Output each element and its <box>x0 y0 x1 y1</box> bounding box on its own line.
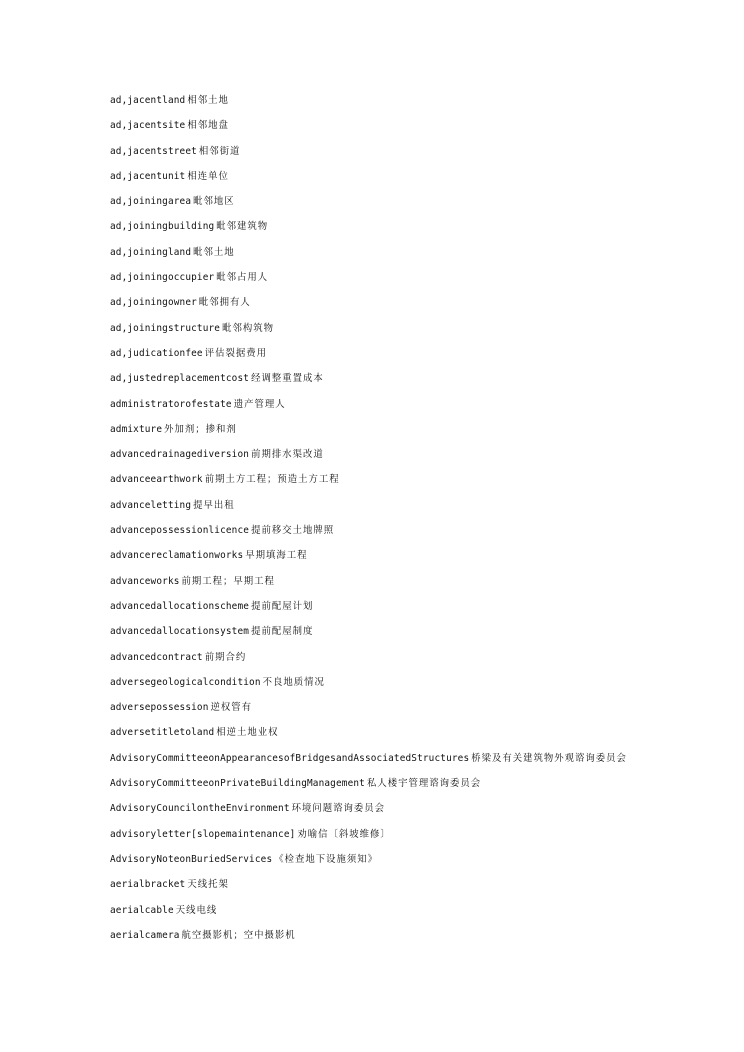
entry-translation: 提前配屋制度 <box>251 626 314 638</box>
entry-translation: 相邻土地 <box>187 95 229 106</box>
entry-translation: 逆权管有 <box>210 702 253 714</box>
entry-translation: 不良地质情况 <box>262 676 325 688</box>
entry-translation: 相逆土地业权 <box>216 727 279 739</box>
entry-term: ad,joiningland <box>110 246 192 258</box>
glossary-entry <box>110 246 730 271</box>
entry-term: advancedallocationsystem <box>110 626 250 638</box>
glossary-list <box>110 94 730 954</box>
entry-translation: 毗邻地区 <box>193 196 235 208</box>
glossary-entry <box>110 524 730 549</box>
entry-translation: 毗邻土地 <box>193 246 235 258</box>
entry-term: aerialcable <box>110 904 174 916</box>
glossary-entry <box>110 170 730 195</box>
entry-term: aerialcamera <box>110 929 180 941</box>
entry-translation: 提早出租 <box>193 499 235 511</box>
entry-term: advancedcontract <box>110 651 203 663</box>
entry-term: advancedrainagediversion <box>110 449 250 461</box>
entry-term: AdvisoryCommitteeonAppearancesofBridgesandAssociatedStructures <box>110 752 470 764</box>
entry-term: advancepossessionlicence <box>110 525 250 537</box>
glossary-entry <box>110 726 730 751</box>
entry-translation: 《检查地下设施须知》 <box>274 853 379 865</box>
glossary-entry <box>110 220 730 245</box>
glossary-entry <box>110 322 730 347</box>
entry-translation: 毗邻建筑物 <box>216 221 269 233</box>
glossary-entry <box>110 600 730 625</box>
glossary-entry <box>110 499 730 524</box>
glossary-entry <box>110 145 730 170</box>
entry-translation: 相邻街道 <box>198 145 241 157</box>
glossary-entry <box>110 94 730 119</box>
entry-term: advanceworks <box>110 575 180 587</box>
glossary-entry <box>110 828 730 853</box>
entry-translation: 私人楼宇管理谘询委员会 <box>366 778 482 790</box>
entry-translation: 航空摄影机；空中摄影机 <box>181 929 296 941</box>
glossary-entry <box>110 372 730 397</box>
entry-term: admixture <box>110 423 163 435</box>
glossary-entry <box>110 625 730 650</box>
glossary-entry <box>110 271 730 296</box>
entry-term: advancedallocationscheme <box>110 600 250 612</box>
entry-translation: 前期土方工程；预造土方工程 <box>204 474 340 486</box>
glossary-entry <box>110 752 730 777</box>
glossary-entry <box>110 448 730 473</box>
entry-translation: 外加剂；掺和剂 <box>164 423 237 435</box>
entry-term: adversepossession <box>110 702 209 714</box>
glossary-entry <box>110 676 730 701</box>
entry-term: ad,jacentstreet <box>110 145 197 157</box>
glossary-entry <box>110 904 730 929</box>
entry-translation: 桥梁及有关建筑物外观谘询委员会 <box>471 752 627 764</box>
entry-term: adversegeologicalcondition <box>110 676 261 688</box>
entry-term: ad,joiningoccupier <box>110 272 215 284</box>
entry-term: AdvisoryCommitteeonPrivateBuildingManagement <box>110 778 365 790</box>
entry-translation: 提前配屋计划 <box>251 600 314 612</box>
entry-term: ad,jacentunit <box>110 170 186 182</box>
entry-translation: 劝喻信〔斜坡维修〕 <box>297 828 391 840</box>
entry-translation: 前期排水渠改道 <box>251 449 324 461</box>
glossary-entry <box>110 878 730 903</box>
entry-translation: 前期工程；早期工程 <box>181 575 275 587</box>
entry-term: aerialbracket <box>110 879 186 891</box>
entry-translation: 前期合约 <box>204 651 247 663</box>
entry-term: AdvisoryNoteonBuriedServices <box>110 853 273 865</box>
entry-translation: 经调整重置成本 <box>251 373 324 385</box>
entry-term: ad,jacentland <box>110 95 186 106</box>
entry-term: ad,joiningarea <box>110 196 192 208</box>
entry-translation: 毗邻拥有人 <box>198 297 251 309</box>
entry-translation: 环境问题谘询委员会 <box>291 803 386 815</box>
entry-term: advancereclamationworks <box>110 550 244 562</box>
glossary-entry <box>110 195 730 220</box>
entry-term: ad,justedreplacementcost <box>110 373 250 385</box>
entry-translation: 提前移交土地牌照 <box>251 525 335 537</box>
entry-term: ad,jacentsite <box>110 120 186 132</box>
glossary-entry <box>110 398 730 423</box>
glossary-entry <box>110 651 730 676</box>
glossary-entry <box>110 347 730 372</box>
entry-translation: 早期填海工程 <box>245 550 308 562</box>
glossary-entry <box>110 473 730 498</box>
entry-translation: 毗邻占用人 <box>216 272 269 284</box>
glossary-entry <box>110 853 730 878</box>
glossary-entry <box>110 296 730 321</box>
entry-translation: 毗邻构筑物 <box>222 322 274 334</box>
entry-translation: 相连单位 <box>187 170 229 182</box>
entry-translation: 天线托架 <box>187 879 229 891</box>
entry-translation: 相邻地盘 <box>187 120 229 132</box>
glossary-entry <box>110 777 730 802</box>
entry-translation: 遗产管理人 <box>233 398 286 410</box>
entry-translation: 天线电线 <box>175 904 218 916</box>
entry-term: ad,joiningbuilding <box>110 221 215 233</box>
glossary-entry <box>110 423 730 448</box>
glossary-entry <box>110 549 730 574</box>
entry-term: AdvisoryCouncilontheEnvironment <box>110 803 290 815</box>
entry-translation: 评估裂据费用 <box>204 347 267 359</box>
glossary-entry <box>110 929 730 954</box>
entry-term: ad,judicationfee <box>110 347 203 359</box>
entry-term: ad,joiningowner <box>110 297 197 309</box>
glossary-entry <box>110 802 730 827</box>
glossary-entry <box>110 575 730 600</box>
entry-term: adversetitletoland <box>110 727 215 739</box>
entry-term: administratorofestate <box>110 398 232 410</box>
glossary-entry <box>110 119 730 144</box>
glossary-entry <box>110 701 730 726</box>
entry-term: advanceearthwork <box>110 474 203 486</box>
entry-term: ad,joiningstructure <box>110 322 221 334</box>
entry-term: advanceletting <box>110 499 192 511</box>
entry-term: advisoryletter[slopemaintenance] <box>110 828 296 840</box>
